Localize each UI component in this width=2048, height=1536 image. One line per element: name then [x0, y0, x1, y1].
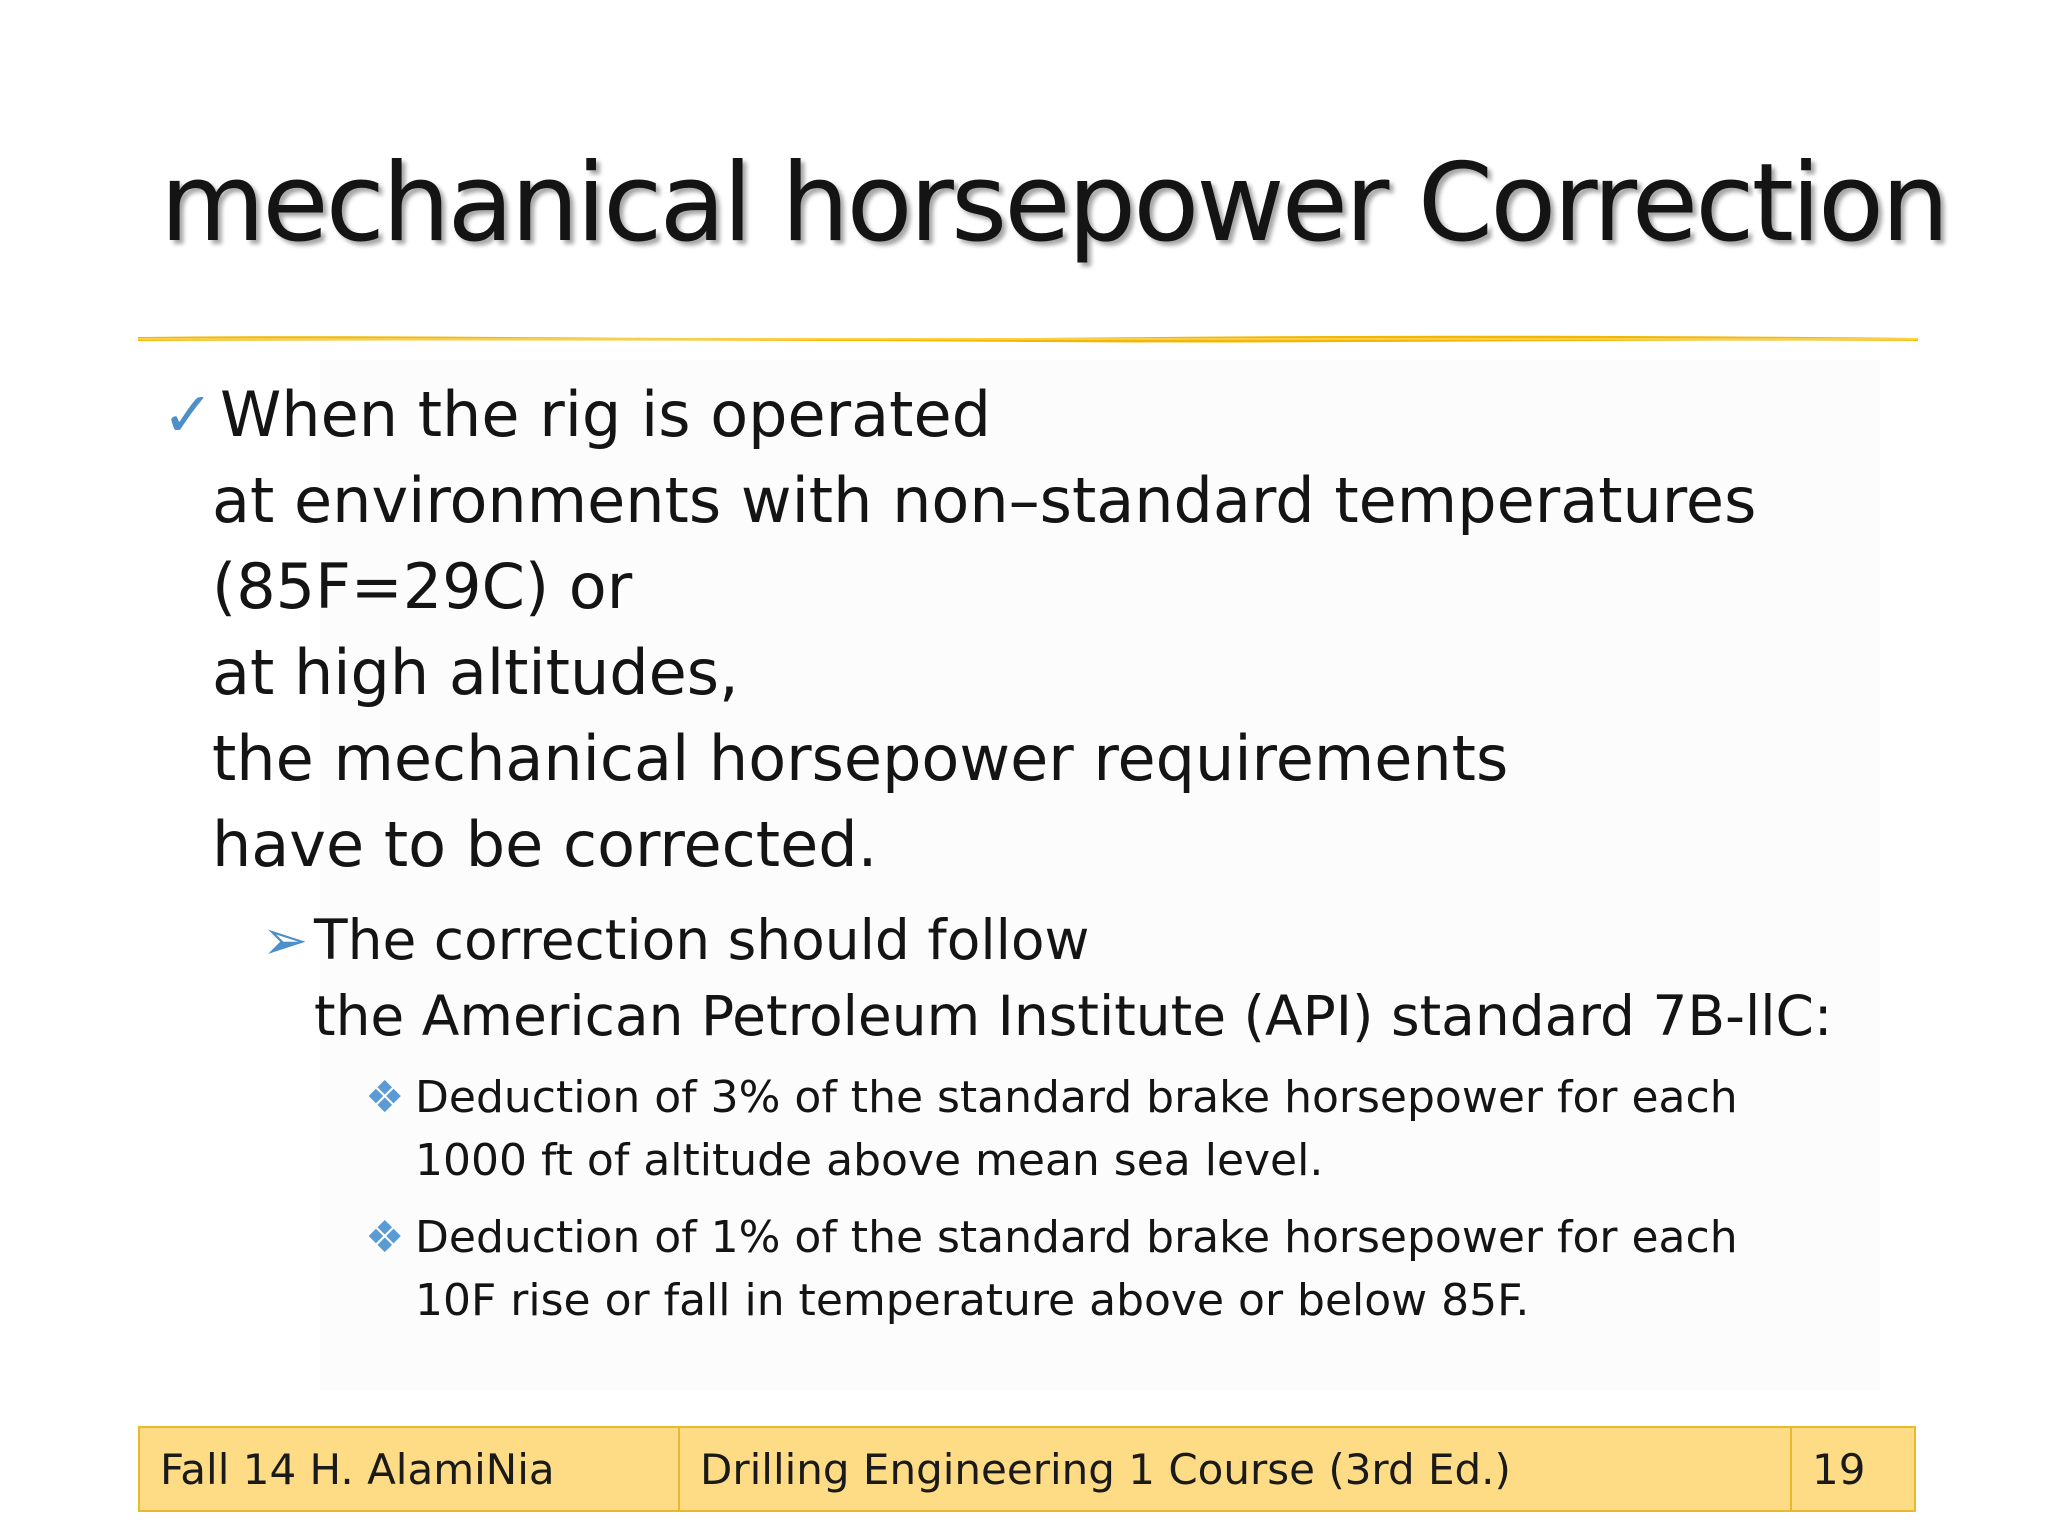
sub-sub-bullet-line: ❖ Deduction of 1% of the standard brake horsepower for each: [365, 1206, 1738, 1269]
slide-title: mechanical horsepower Correction: [160, 141, 1947, 266]
arrow-icon: ➢: [262, 908, 309, 972]
main-bullet-line: (85F=29C) or: [212, 550, 633, 623]
sub-sub-bullet-line: 1000 ft of altitude above mean sea level.: [415, 1135, 1324, 1186]
main-bullet-line: at high altitudes,: [212, 636, 739, 709]
sub-sub-bullet-line: ❖ Deduction of 3% of the standard brake horsepower for each: [365, 1066, 1738, 1129]
main-bullet-line: ✓When the rig is operated: [162, 372, 1756, 458]
sub-bullet: [262, 902, 1832, 1054]
main-bullet-line: at environments with non–standard temperatures: [212, 464, 1757, 537]
diamond-icon: ❖: [365, 1212, 405, 1263]
sub-sub-bullet-line: 10F rise or fall in temperature above or below 85F.: [415, 1275, 1530, 1326]
title-underline: [138, 332, 1918, 346]
sub-bullet-line: ➢ The correction should follow: [262, 902, 1832, 978]
sub-bullet-line: the American Petroleum Institute (API) standard 7B-llC:: [314, 984, 1833, 1048]
slide-footer: [138, 1426, 1916, 1512]
sub-sub-bullet: [365, 1206, 1738, 1332]
main-bullet-line: have to be corrected.: [212, 808, 878, 881]
footer-author: Fall 14 H. AlamiNia: [140, 1428, 680, 1510]
diamond-icon: ❖: [365, 1072, 405, 1123]
main-bullet-line: the mechanical horsepower requirements: [212, 722, 1509, 795]
sub-sub-bullet: [365, 1066, 1738, 1192]
footer-course: Drilling Engineering 1 Course (3rd Ed.): [680, 1428, 1792, 1510]
footer-page-number: 19: [1812, 1444, 1866, 1494]
checkmark-icon: ✓: [162, 378, 214, 451]
main-bullet: [162, 372, 1756, 888]
